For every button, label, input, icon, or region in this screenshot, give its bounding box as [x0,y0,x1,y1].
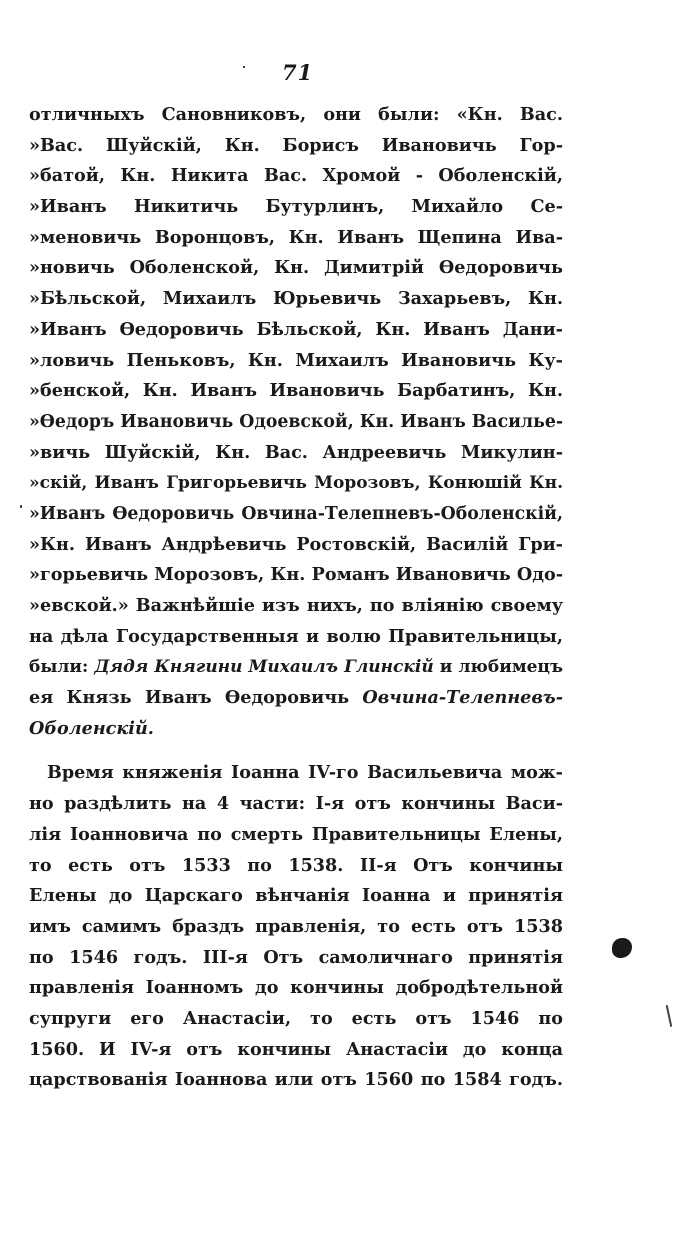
italic-run: Овчина-Телепневъ- [362,687,563,709]
text-line: »вичь Шуйскій, Кн. Вас. Андреевичь Микулин- [29,441,563,463]
text-line: супруги его Анастасіи, то есть отъ 1546 по [29,1007,563,1029]
text-line-mixed [29,714,563,745]
text-line: »Иванъ Никитичь Бутурлинъ, Михайло Се- [29,196,563,218]
text-run: ея Князь Иванъ Ѳедоровичь [29,687,363,709]
ink-blot [612,938,632,958]
text-line: правленія Іоанномъ до кончины добродѣтельной [29,977,563,999]
text-line: »евской.» Важнѣйшіе изъ нихъ, по вліянію своему [29,595,563,616]
text-line: »Вас. Шуйскій, Кн. Борисъ Ивановичь Гор- [29,134,563,156]
text-line: но раздѣлить на 4 части: I-я отъ кончины Васи- [29,793,563,815]
text-line: »бенской, Кн. Иванъ Ивановичь Барбатинъ, Кн. [29,380,563,402]
text-line: »батой, Кн. Никита Вас. Хромой - Оболенскій, [29,165,563,187]
text-line: »Иванъ Ѳедоровичь Овчина-Телепневъ-Оболенскій, [29,503,563,524]
text-line: 1560. И IV-я отъ кончины Анастасіи до конца [29,1038,563,1060]
text-line: Елены до Царскаго вѣнчанія Іоанна и принятія [29,885,563,907]
text-run: и любимецъ [433,657,563,678]
text-line: »Ѳедоръ Ивановичь Одоевской, Кн. Иванъ Василье- [29,411,563,432]
text-line: на дѣла Государственныя и волю Правительницы, [29,625,563,647]
text-line: лія Іоанновича по смерть Правительницы Елены, [29,823,563,845]
text-line: »новичь Оболенской, Кн. Димитрій Ѳедоровичь [29,257,563,279]
text-line-mixed [29,652,563,683]
paragraph-1 [29,100,563,744]
text-line: »ловичь Пеньковъ, Кн. Михаилъ Ивановичь Ку- [29,349,563,371]
text-line: имъ самимъ браздъ правленія, то есть отъ 1538 [29,915,563,937]
text-line: »горьевичь Морозовъ, Кн. Романъ Ивановичь Одо- [29,564,563,586]
print-speck [243,66,245,68]
text-line: »меновичь Воронцовъ, Кн. Иванъ Щепина Ива- [29,226,563,248]
paragraph-spacer [29,744,563,758]
text-line: Время княженія Іоанна IV-го Васильевича мож- [47,762,563,784]
margin-scratch [666,1005,673,1027]
text-line: по 1546 годъ. III-я Отъ самоличнаго принятія [29,946,563,968]
text-line: »скій, Иванъ Григорьевичь Морозовъ, Конюшій Кн. [29,473,563,494]
text-line-mixed [29,683,563,714]
paragraph-2 [29,758,563,1096]
print-speck [20,505,22,508]
page-number: 71 [282,60,314,85]
page-text [29,100,563,1096]
text-line: »Кн. Иванъ Андрѣевичь Ростовскій, Василій Гри- [29,533,563,555]
text-line: то есть отъ 1533 по 1538. II-я Отъ кончины [29,854,563,876]
italic-run: Оболенскій. [29,717,154,739]
text-run: были: [29,657,95,678]
text-line: »Иванъ Ѳедоровичь Бѣльской, Кн. Иванъ Дани- [29,318,563,340]
text-line: »Бѣльской, Михаилъ Юрьевичь Захарьевъ, Кн. [29,288,563,310]
text-line: отличныхъ Сановниковъ, они были: «Кн. Вас. [29,104,563,125]
text-line: царствованія Іоаннова или отъ 1560 по 1584 годъ. [29,1069,563,1091]
italic-run: Дядя Княгини Михаилъ Глинскій [94,657,434,678]
